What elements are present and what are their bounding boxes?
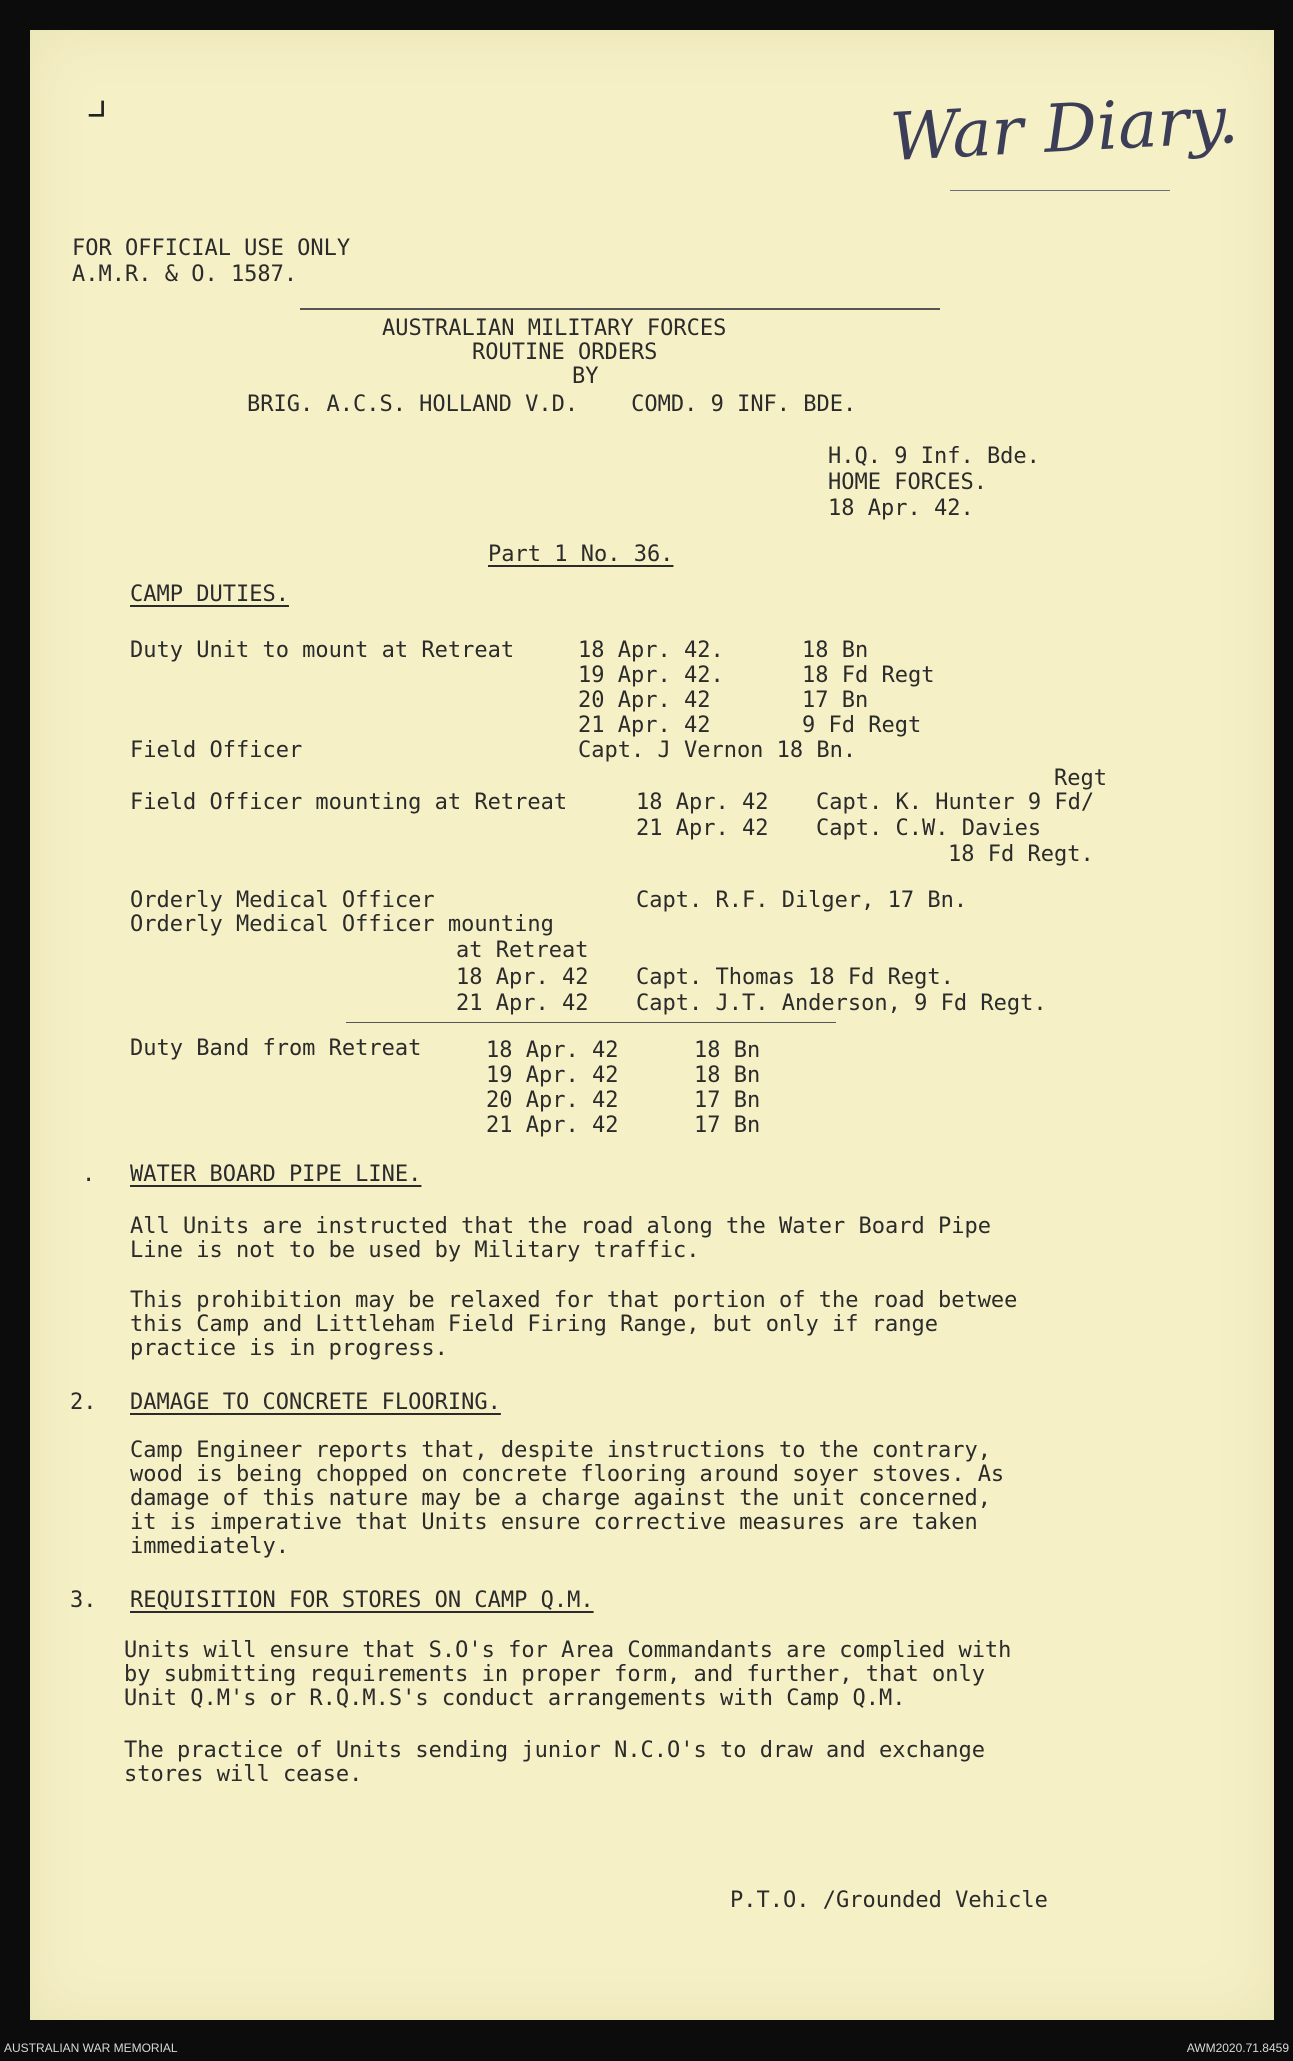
duty-band-date: 21 Apr. 42 bbox=[486, 1113, 619, 1138]
duty-band-unit: 18 Bn bbox=[694, 1063, 761, 1088]
duty-unit-date: 21 Apr. 42 bbox=[578, 713, 711, 738]
section-heading: REQUISITION FOR STORES ON CAMP Q.M. bbox=[130, 1588, 594, 1613]
paragraph-line: stores will cease. bbox=[124, 1762, 363, 1787]
paragraph-line: Units will ensure that S.O's for Area Commandants are complied with bbox=[124, 1638, 1012, 1663]
duty-unit-date: 20 Apr. 42 bbox=[578, 688, 711, 713]
handwritten-annotation: War Diary. bbox=[888, 80, 1241, 177]
section-number: 3. bbox=[70, 1588, 97, 1613]
document-page bbox=[30, 30, 1274, 2020]
paragraph-line: this Camp and Littleham Field Firing Range, but only if range bbox=[130, 1312, 938, 1337]
medical-retreat-officer: Capt. Thomas 18 Fd Regt. bbox=[636, 965, 954, 990]
duty-unit-unit: 9 Fd Regt bbox=[802, 713, 922, 738]
title-line-3: BY bbox=[572, 364, 599, 389]
medical-retreat-date: 18 Apr. 42 bbox=[456, 965, 589, 990]
section-number: 2. bbox=[70, 1390, 97, 1415]
duty-unit-label: Duty Unit to mount at Retreat bbox=[130, 638, 515, 663]
order-date: 18 Apr. 42. bbox=[828, 496, 974, 521]
duty-band-date: 20 Apr. 42 bbox=[486, 1088, 619, 1113]
paragraph-line: practice is in progress. bbox=[130, 1336, 448, 1361]
reference-number: A.M.R. & O. 1587. bbox=[72, 262, 298, 287]
hq: H.Q. 9 Inf. Bde. bbox=[828, 444, 1040, 469]
medical-retreat-date: 21 Apr. 42 bbox=[456, 991, 589, 1016]
duty-unit-date: 19 Apr. 42. bbox=[578, 663, 724, 688]
medical-retreat-label: at Retreat bbox=[456, 938, 589, 963]
paragraph-line: damage of this nature may be a charge against the unit concerned, bbox=[130, 1486, 991, 1511]
field-officer-retreat-officer: Capt. K. Hunter 9 Fd/ bbox=[816, 790, 1095, 815]
title-line-1: AUSTRALIAN MILITARY FORCES bbox=[382, 316, 727, 341]
title-line-4: BRIG. A.C.S. HOLLAND V.D. COMD. 9 INF. BDE. bbox=[247, 392, 857, 417]
duty-unit-unit: 18 Bn bbox=[802, 638, 869, 663]
paragraph-line: Unit Q.M's or R.Q.M.S's conduct arrangements with Camp Q.M. bbox=[124, 1686, 906, 1711]
pto-note: P.T.O. /Grounded Vehicle bbox=[730, 1888, 1048, 1913]
paragraph-line: immediately. bbox=[130, 1534, 289, 1559]
field-officer-retreat-date: 21 Apr. 42 bbox=[636, 816, 769, 841]
medical-retreat-officer: Capt. J.T. Anderson, 9 Fd Regt. bbox=[636, 991, 1047, 1016]
paragraph-line: it is imperative that Units ensure corrective measures are taken bbox=[130, 1510, 978, 1535]
paragraph-line: Camp Engineer reports that, despite instructions to the contrary, bbox=[130, 1438, 991, 1463]
paragraph-line: by submitting requirements in proper form, and further, that only bbox=[124, 1662, 985, 1687]
part-number: Part 1 No. 36. bbox=[488, 542, 674, 567]
duty-unit-date: 18 Apr. 42. bbox=[578, 638, 724, 663]
paragraph-line: wood is being chopped on concrete flooring around soyer stoves. As bbox=[130, 1462, 1005, 1487]
paragraph-line: Line is not to be used by Military traffic. bbox=[130, 1238, 700, 1263]
medical-officer-label: Orderly Medical Officer bbox=[130, 888, 435, 913]
medical-officer-value: Capt. R.F. Dilger, 17 Bn. bbox=[636, 888, 968, 913]
field-officer-retreat-label: Field Officer mounting at Retreat bbox=[130, 790, 568, 815]
duty-band-unit: 18 Bn bbox=[694, 1038, 761, 1063]
paragraph-line: All Units are instructed that the road along the Water Board Pipe bbox=[130, 1214, 991, 1239]
duty-unit-unit: 17 Bn bbox=[802, 688, 869, 713]
footer-accession: AWM2020.71.8459 bbox=[1186, 2041, 1289, 2055]
duty-band-label: Duty Band from Retreat bbox=[130, 1036, 422, 1061]
regt-note: Regt bbox=[1054, 766, 1107, 791]
duty-band-date: 19 Apr. 42 bbox=[486, 1063, 619, 1088]
section-heading: DAMAGE TO CONCRETE FLOORING. bbox=[130, 1390, 501, 1415]
footer-source: AUSTRALIAN WAR MEMORIAL bbox=[4, 2041, 178, 2055]
corner-mark: ⌟ bbox=[82, 70, 111, 126]
paragraph-line: The practice of Units sending junior N.C.O's to draw and exchange bbox=[124, 1738, 985, 1763]
section-rule bbox=[346, 1022, 836, 1023]
section-number: . bbox=[82, 1162, 96, 1187]
field-officer-retreat-continuation: 18 Fd Regt. bbox=[948, 842, 1094, 867]
section-heading: WATER BOARD PIPE LINE. bbox=[130, 1162, 422, 1187]
duty-band-unit: 17 Bn bbox=[694, 1113, 761, 1138]
home-forces: HOME FORCES. bbox=[828, 470, 987, 495]
title-line-2: ROUTINE ORDERS bbox=[472, 340, 658, 365]
field-officer-retreat-date: 18 Apr. 42 bbox=[636, 790, 769, 815]
header-rule bbox=[300, 308, 940, 310]
field-officer-retreat-officer: Capt. C.W. Davies bbox=[816, 816, 1042, 841]
camp-duties-heading: CAMP DUTIES. bbox=[130, 582, 289, 607]
duty-unit-unit: 18 Fd Regt bbox=[802, 663, 935, 688]
medical-retreat-label: Orderly Medical Officer mounting bbox=[130, 912, 554, 937]
duty-band-date: 18 Apr. 42 bbox=[486, 1038, 619, 1063]
annotation-underline bbox=[950, 190, 1170, 191]
classification: FOR OFFICIAL USE ONLY bbox=[72, 236, 351, 261]
duty-band-unit: 17 Bn bbox=[694, 1088, 761, 1113]
paragraph-line: This prohibition may be relaxed for that portion of the road betwee bbox=[130, 1288, 1018, 1313]
field-officer-label: Field Officer bbox=[130, 738, 303, 763]
field-officer-value: Capt. J Vernon 18 Bn. bbox=[578, 738, 857, 763]
